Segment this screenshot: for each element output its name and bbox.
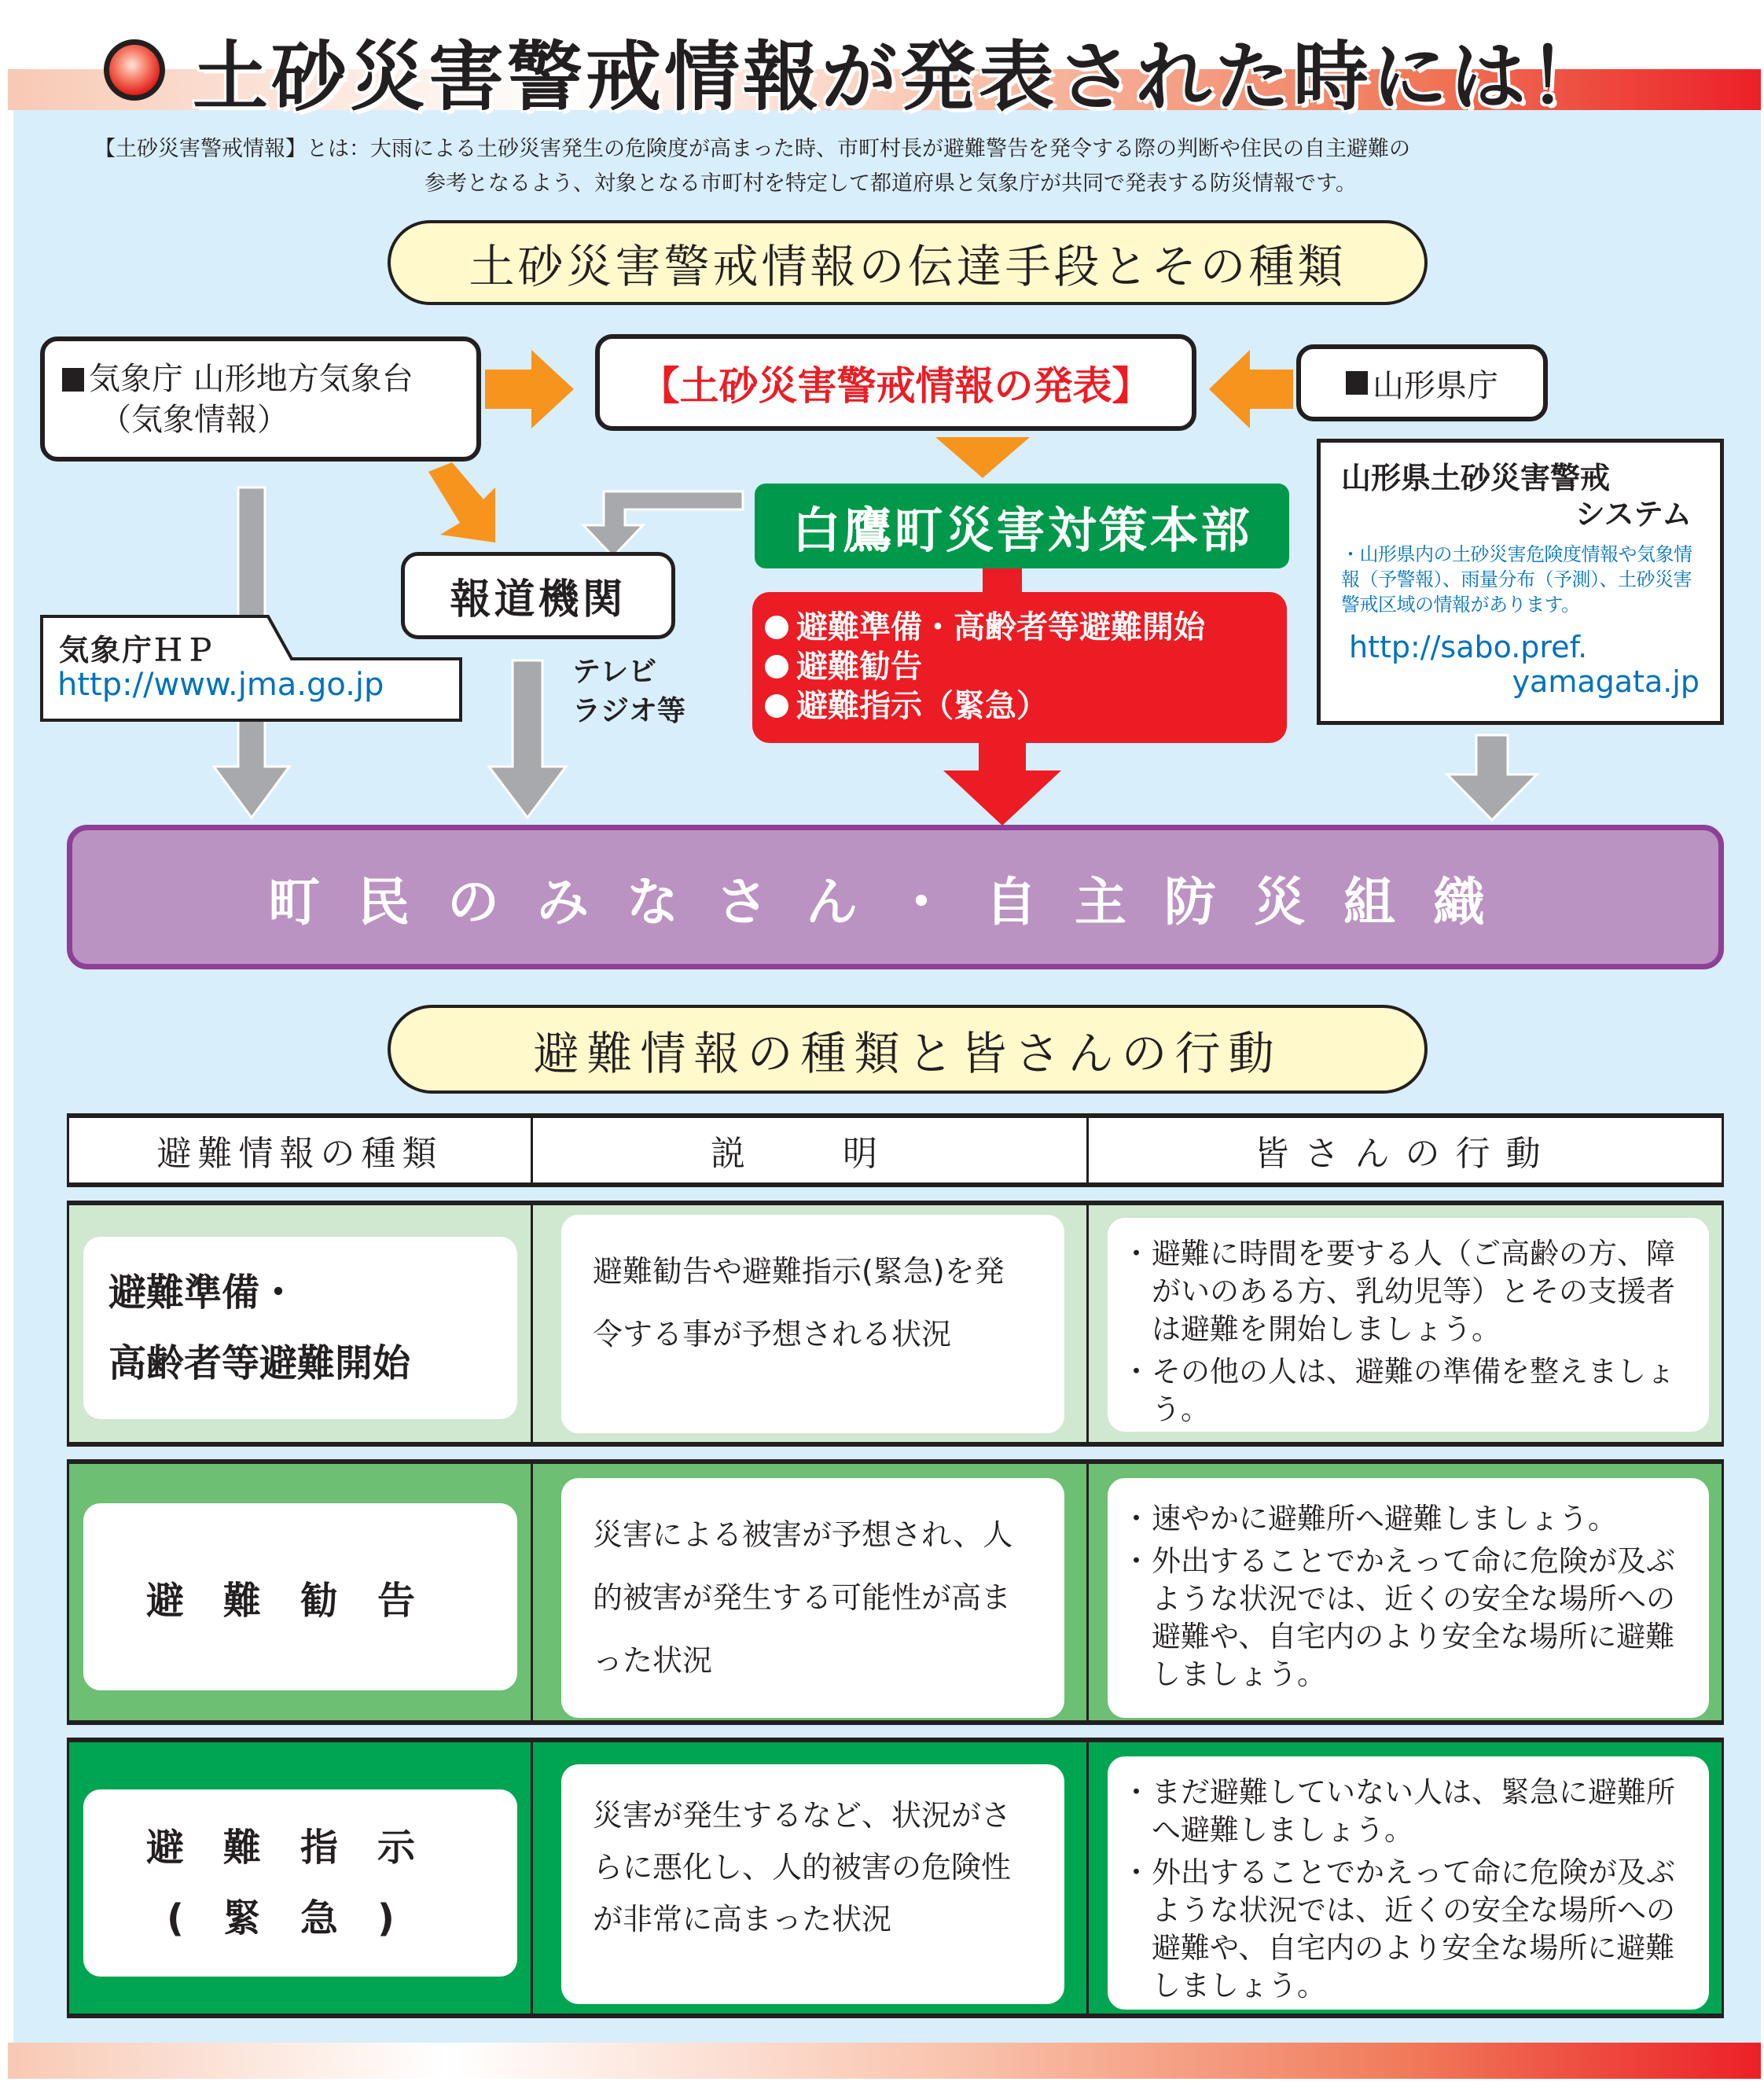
cell-action <box>1089 1742 1722 2014</box>
gray-arrow-down-icon <box>489 660 566 818</box>
column-header-type: 避難情報の種類 <box>69 1118 533 1182</box>
media-note <box>572 653 685 731</box>
alert-item <box>765 647 1287 686</box>
sabo-url-link-cont[interactable]: yamagata.jp <box>1512 664 1700 699</box>
circle-bullet-icon <box>765 655 788 679</box>
column-header-description: 説 明 <box>533 1118 1089 1182</box>
cell-type <box>69 1464 533 1720</box>
intro-line-1: 【土砂災害警戒情報】とは：大雨による土砂災害発生の危険度が高まった時、市町村長が避難警告を発令する際の判断や住民の自主避難の <box>94 137 1410 161</box>
gray-arrow-down-icon <box>1447 735 1537 820</box>
alert-item-label: 避難準備・高齢者等避難開始 <box>796 609 1205 645</box>
residents-bar: 町民のみなさん・自主防災組織 <box>67 825 1724 969</box>
action-card <box>1108 1756 1709 2010</box>
system-title-1: 山形県土砂災害警戒 <box>1341 461 1611 495</box>
sabo-system-box <box>1317 439 1724 725</box>
type-label-line2: (緊急) <box>167 1896 434 1940</box>
action-card <box>1108 1478 1709 1718</box>
alert-item <box>765 686 1287 726</box>
action-item: ・ 外出することでかえって命に危険が及ぶような状況では、近くの安全な場所への避難や、自宅内のより安全な場所に避難しましょう。 <box>1126 1543 1695 1694</box>
table-row <box>67 1738 1724 2018</box>
action-item: ・ まだ避難していない人は、緊急に避難所へ避難しましょう。 <box>1126 1774 1695 1849</box>
section-title-flow: 土砂災害警戒情報の伝達手段とその種類 <box>388 220 1428 305</box>
cell-type <box>69 1205 533 1442</box>
action-card <box>1108 1218 1709 1432</box>
alert-item <box>765 608 1287 647</box>
announce-box: 【土砂災害警戒情報の発表】 <box>595 334 1196 431</box>
cell-description <box>533 1742 1089 2014</box>
description-card: 災害による被害が予想され、人的被害が発生する可能性が高まった状況 <box>561 1478 1064 1718</box>
footer-band <box>8 2043 1761 2079</box>
alert-item-label: 避難指示（緊急） <box>796 688 1048 724</box>
description-card: 避難勧告や避難指示(緊急)を発令する事が予想される状況 <box>561 1215 1064 1433</box>
jma-box-subtitle: （気象情報） <box>100 402 288 438</box>
intro-line-2: 参考となるよう、対象となる市町村を特定して都道府県と気象庁が共同で発表する防災情報です。 <box>424 171 1357 196</box>
orange-arrow-left-icon <box>1209 350 1293 428</box>
jma-hp-box <box>40 615 462 722</box>
jma-url-link[interactable]: http://www.jma.go.jp <box>57 667 384 703</box>
orange-arrow-down-icon <box>935 437 1030 478</box>
circle-bullet-icon <box>765 616 788 639</box>
action-item: ・ 避難に時間を要する人（ご高齢の方、障がいのある方、乳幼児等）とその支援者は避難を開始しましょう。 <box>1126 1235 1695 1348</box>
media-note-radio: ラジオ等 <box>572 695 686 727</box>
type-label-line2: 高齢者等避難開始 <box>108 1341 411 1385</box>
action-item: ・ 外出することでかえって命に危険が及ぶような状況では、近くの安全な場所への避難や、自宅内のより安全な場所に避難しましょう。 <box>1126 1854 1695 2005</box>
town-hq-box: 白鷹町災害対策本部 <box>755 484 1289 568</box>
type-label-line1: 避難勧告 <box>145 1578 454 1623</box>
type-label-line1: 避難準備・ <box>108 1271 298 1315</box>
table-row <box>67 1201 1724 1447</box>
table-header <box>67 1113 1724 1187</box>
system-description: ・山形県内の土砂災害危険度情報や気象情報（予警報）、雨量分布（予測）、土砂災害警戒区域の情報があります。 <box>1341 543 1692 616</box>
alert-item-label: 避難勧告 <box>796 649 922 685</box>
red-arrow-down-icon <box>943 739 1061 826</box>
jma-hp-label: 気象庁ＨＰ <box>59 633 217 668</box>
description-card: 災害が発生するなど、状況がさらに悪化し、人的被害の危険性が非常に高まった状況 <box>561 1764 1064 2004</box>
column-header-action: 皆さんの行動 <box>1254 1134 1556 1174</box>
system-title-2: システム <box>1575 497 1692 531</box>
section-title-table: 避難情報の種類と皆さんの行動 <box>388 1005 1428 1094</box>
orange-arrow-right-icon <box>485 350 574 428</box>
gray-elbow-arrow-icon <box>583 491 743 557</box>
type-card <box>83 1789 517 1977</box>
page-title: 土砂災害警戒情報が発表された時には！ <box>193 33 1608 121</box>
alert-types-box <box>752 592 1287 743</box>
jma-box-title: 気象庁 山形地方気象台 <box>89 361 413 397</box>
media-note-tv: テレビ <box>572 656 657 688</box>
type-card <box>83 1237 517 1419</box>
cell-action <box>1089 1205 1722 1442</box>
media-box: 報道機関 <box>401 552 675 639</box>
table-row <box>67 1459 1724 1725</box>
action-item: ・ 速やかに避難所へ避難しましょう。 <box>1126 1500 1695 1538</box>
pref-box-label: 山形県庁 <box>1373 367 1498 404</box>
cell-description <box>533 1464 1089 1720</box>
square-bullet-icon <box>62 368 84 392</box>
type-card <box>83 1503 517 1690</box>
action-item: ・ その他の人は、避難の準備を整えましょう。 <box>1126 1353 1695 1429</box>
cell-type <box>69 1742 533 2014</box>
sabo-url-link[interactable]: http://sabo.pref. <box>1349 630 1588 664</box>
square-bullet-icon <box>1346 371 1368 395</box>
jma-yamagata-box <box>40 337 481 462</box>
cell-action <box>1089 1464 1722 1720</box>
yamagata-pref-box <box>1296 344 1548 421</box>
cell-description <box>533 1205 1089 1442</box>
orange-arrow-diagonal-icon <box>428 462 495 542</box>
circle-bullet-icon <box>765 694 788 718</box>
type-label-line1: 避難指示 <box>145 1826 454 1870</box>
